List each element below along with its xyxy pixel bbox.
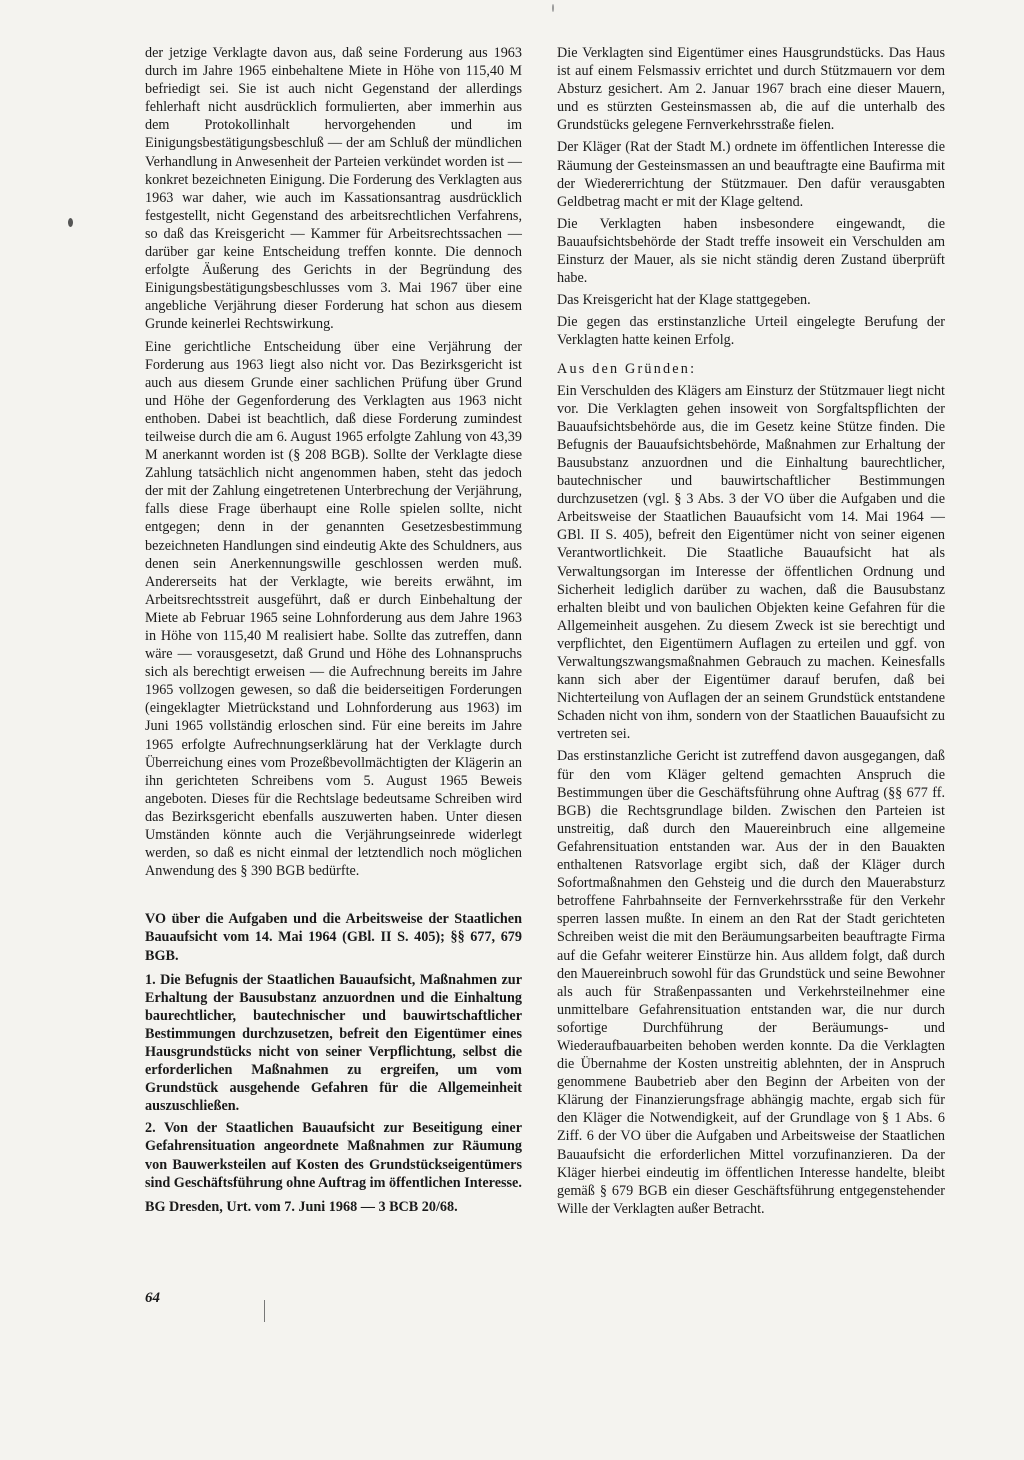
reasons-paragraph-2: Das erstinstanzliche Gericht ist zutreffend davon ausgegangen, daß für den vom Kläger geltend gemachten Anspruch die Bestimmungen über die Geschäftsführung ohne Auftrag (§§ 677 ff. BGB) die Rechtsgrundlage bilden. Zwischen den Parteien ist unstreitig, daß durch den Mauereinbruch eine allgemeine Gefahrensituation entstanden war. Aus der in den Bauakten enthaltenen Ratsvorlage ergibt sich, daß der Kläger durch Sofortmaßnahmen den Gehsteig und die durch den Mauerabsturz betroffene Fahrbahnseite der Fernverkehrsstraße für den Verkehr sperren lassen mußte. In einem an den Rat der Stadt gerichteten Schreiben weist die mit den Beräumungsarbeiten beauftragte Firma auf die Gefahr weiterer Einstürze hin. Aus alldem folgt, daß durch den Mauereinbruch sowohl für das Grundstück und seine Bewohner als auch für Straßenpassanten und Verkehrsteilnehmer eine unmittelbare Gefahrensituation entstanden war, die nur durch sofortige Durchführung der Beräumungs- und Wiederaufbauarbeiten behoben werden konnte. Da die Verklagten die Übernahme der Kosten unstreitig ablehnten, der in Anspruch genommene Baubetrieb aber den Beginn der Arbeiten von der Klärung der Finanzierungsfrage abhängig machte, ergab sich für den Kläger die Notwendigkeit, auf der Grundlage von § 1 Abs. 6 Ziff. 6 der VO über die Aufgaben und Arbeitsweise der Staatlichen Bauaufsicht die erforderlichen Mittel vorzufinanzieren. Da der Kläger hierbei eindeutig im öffentlichen Interesse handelte, bleibt gemäß § 679 BGB ein dieser Geschäftsführung entgegenstehender Wille der Verklagten außer Betracht. — [557, 748, 945, 1217]
left-paragraph-2: Eine gerichtliche Entscheidung über eine Verjährung der Forderung aus 1963 liegt also nicht vor. Das Bezirksgericht ist auch aus diesem Grunde einer sachlichen Prüfung über Grund und Höhe der Gegenforderung des Verklagten aus 1963 nicht enthoben. Dabei ist beachtlich, daß diese Forderung zumindest teilweise durch die am 6. August 1965 erfolgte Zahlung von 43,39 M anerkannt worden ist (§ 208 BGB). Sollte der Verklagte diese Zahlung tatsächlich nicht angenommen haben, steht das jedoch der mit der Zahlung eingetretenen Unterbrechung der Verjährung, falls diese Frage überhaupt eine Rolle spielen sollte, nicht entgegen; denn in der genannten Gesetzesbestimmung bezeichneten Handlungen sind eindeutig Akte des Schuldners, aus denen sein Anerkennungswille geschlossen werden muß. Andererseits hat der Verklagte, wie bereits erwähnt, im Arbeitsrechtsstreit ausgeführt, daß er durch Einbehaltung der Miete ab Februar 1965 seine Lohnforderung aus dem Jahre 1963 in Höhe von 115,40 M realisiert habe. Sollte das zutreffen, dann wäre — vorausgesetzt, daß Grund und Höhe des Lohnanspruchs sich als berechtigt erweisen — die Aufrechnung bereits im Jahre 1965 vollzogen gewesen, so daß die beiderseitigen Forderungen (eingeklagter Mietrückstand und Lohnforderung aus 1963) im Juni 1965 vollständig erloschen sind. Für eine bereits im Jahre 1965 erfolgte Aufrechnungserklärung hat der Verklagte durch Überreichung eines vom Prozeßbevollmächtigten der Klägerin an ihn gerichteten Schreibens vom 5. August 1965 Beweis angeboten. Dieses für die Rechtslage bedeutsame Schreiben wird das Bezirksgericht ebenfalls auszuwerten haben. Unter diesen Umständen könnte auch die Verjährungseinrede widerlegt werden, so daß es nicht einmal der letztendlich noch möglichen Anwendung des § 390 BGB bedürfte. — [145, 338, 522, 880]
left-column — [145, 44, 522, 1220]
right-paragraph-1: Die Verklagten sind Eigentümer eines Hausgrundstücks. Das Haus ist auf einem Felsmassiv errichtet und durch Stützmauern vor dem Absturz gesichert. Am 2. Januar 1967 brach eine dieser Mauern, und es stürzten Gesteinsmassen ab, die auf die unterhalb des Grundstücks gelegene Fernverkehrsstraße fielen. — [557, 45, 945, 134]
scan-speck — [68, 218, 73, 227]
right-paragraph-4: Das Kreisgericht hat der Klage stattgegeben. — [557, 292, 811, 309]
headnote-point-1: 1. Die Befugnis der Staatlichen Bauaufsicht, Maßnahmen zur Erhaltung der Bausubstanz anzuordnen und die Einhaltung baurechtlicher, bautechnischer und bauwirtschaftlicher Bestimmungen durchzusetzen, befreit den Eigentümer eines Hausgrundstücks nicht von seiner Verpflichtung, selbst die erforderlichen Maßnahmen zu ergreifen, um vom Grundstück ausgehende Gefahren für die Allgemeinheit auszuschließen. — [145, 971, 522, 1115]
right-column — [557, 44, 945, 1222]
scan-speck — [552, 4, 554, 12]
headnote-point-2: 2. Von der Staatlichen Bauaufsicht zur Beseitigung einer Gefahrensituation angeordnete Maßnahmen zur Räumung von Bauwerksteilen auf Kosten des Grundstückseigentümers sind Geschäftsführung ohne Auftrag im öffentlichen Interesse. — [145, 1120, 522, 1191]
section-heading: Aus den Gründen: — [557, 360, 697, 377]
right-paragraph-2: Der Kläger (Rat der Stadt M.) ordnete im öffentlichen Interesse die Räumung der Gesteinsmassen an und beauftragte eine Baufirma mit der Wiedererrichtung der Stützmauer. Den dafür verausgabten Geldbetrag macht er mit der Klage geltend. — [557, 139, 945, 210]
scan-mark — [264, 1300, 265, 1322]
reasons-paragraph-1: Ein Verschulden des Klägers am Einsturz der Stützmauer liegt nicht vor. Die Verklagten gehen insoweit von Sorgfaltspflichten der Bauaufsichtsbehörde aus, die im Gesetz keine Stütze finden. Die Befugnis der Bauaufsichtsbehörde, Maßnahmen zur Erhaltung der Bausubstanz anzuordnen und die Einhaltung baurechtlicher, bautechnischer und bauwirtschaftlicher Bestimmungen durchzusetzen (vgl. § 3 Abs. 3 der VO über die Aufgaben und die Arbeitsweise der Staatlichen Bauaufsicht vom 14. Mai 1964 — GBl. II S. 405), befreit den Eigentümer nicht von seiner eigenen Verantwortlichkeit. Die Staatliche Bauaufsicht hat als Verwaltungsorgan im Interesse der öffentlichen Ordnung und Sicherheit lediglich darüber zu wachen, daß die Bausubstanz erhalten bleibt und von baulichen Objekten keine Gefahren für die Allgemeinheit ausgehen. Zu diesem Zweck ist sie berechtigt und verpflichtet, den Eigentümern Auflagen zu erteilen und ggf. von Verwaltungszwangsmaßnahmen Gebrauch zu machen. Keinesfalls kann sich aber der Eigentümer darauf berufen, daß bei Nichterteilung von Auflagen der an seinem Grundstück entstandene Schaden nicht von ihm, sondern von der Staatlichen Bauaufsicht zu vertreten sei. — [557, 382, 945, 743]
left-paragraph-1: der jetzige Verklagte davon aus, daß seine Forderung aus 1963 durch im Jahre 1965 einbehaltene Miete in Höhe von 115,40 M befriedigt sei. Sie ist auch nicht Gegenstand der allerdings fehlerhaft nicht ausdrücklich formulierten, aber immerhin aus dem Protokollinhalt hervorgehenden und im Einigungsbestätigungsbeschluß — der am Schluß der mündlichen Verhandlung in Anwesenheit der Parteien verkündet worden ist — konkret bezeichneten Einigung. Die Forderung des Verklagten aus 1963 war daher, wie auch im Kassationsantrag ausdrücklich festgestellt, nicht Gegenstand des arbeitsrechtlichen Verfahrens, so daß das Kreisgericht — Kammer für Arbeitsrechtssachen — darüber gar keine Entscheidung treffen konnte. Die dennoch erfolgte Äußerung des Gerichts in der Begründung des Einigungsbestätigungsbeschlusses vom 3. Mai 1967 über eine angebliche Verjährung dieser Forderung hat schon aus diesem Grunde keinerlei Rechtswirkung. — [145, 45, 522, 333]
page-number: 64 — [145, 1290, 160, 1306]
court-reference: BG Dresden, Urt. vom 7. Juni 1968 — 3 BCB 20/68. — [145, 1198, 458, 1215]
right-paragraph-3: Die Verklagten haben insbesondere eingewandt, die Bauaufsichtsbehörde der Stadt treffe insoweit ein Verschulden am Einsturz der Mauer, als sie nicht ständig deren Zustand überprüft habe. — [557, 215, 945, 287]
right-paragraph-5: Die gegen das erstinstanzliche Urteil eingelegte Berufung der Verklagten hatte keinen Erfolg. — [557, 314, 945, 349]
headnote-citation: VO über die Aufgaben und die Arbeitsweise der Staatlichen Bauaufsicht vom 14. Mai 1964 (GBl. II S. 405); §§ 677, 679 BGB. — [145, 911, 522, 964]
